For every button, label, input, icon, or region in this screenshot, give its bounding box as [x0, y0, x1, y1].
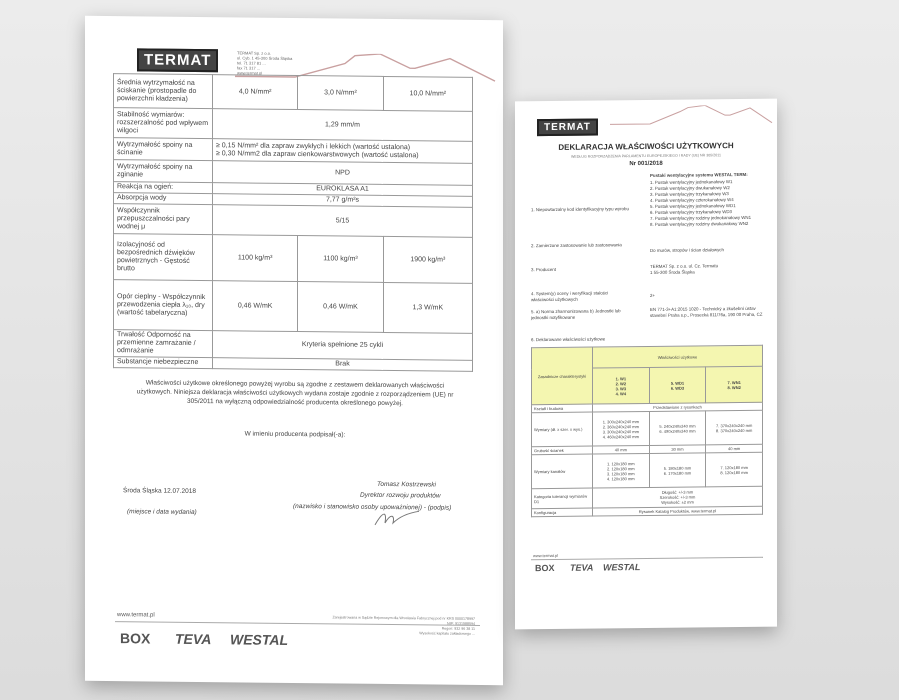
list-item: 1. Niepowtarzalny kod identyfikacyjny typu wyrobu: [531, 206, 629, 213]
signature-icon: [373, 507, 423, 530]
footer-divider: [531, 557, 763, 560]
properties-table: [531, 345, 763, 517]
declaration-page-right: [515, 99, 777, 630]
cell-value: 4,0 N/mm²: [213, 75, 298, 110]
place-date-caption: (miejsce i data wydania): [127, 508, 197, 516]
header-cell: Właściwości użytkowe: [593, 345, 763, 368]
cell-value: Rysunek Katalog Produktów, www.termat.pl: [593, 506, 763, 516]
declaration-paragraph: Właściwości użytkowe określonego powyżej wyrobu są zgodne z zestawem deklarowanych właściwości użytkowych. Niniejsza deklaracja właściwości użytkowych wydana zostaje zgodnie z rozporządzeniem (UE) nr 305/2011 na wyłączną odpowiedzialność producenta określonego powyżej.: [136, 379, 454, 408]
cell-value: 5/15: [213, 205, 473, 238]
row-label: Grubość ścianek: [532, 446, 593, 455]
table-row: [532, 345, 763, 368]
termat-logo: TERMAT: [137, 48, 218, 72]
cell-value: Brak: [213, 358, 473, 372]
on-behalf-text: W imieniu producenta podpisał(-a):: [244, 430, 346, 439]
cell-value: 1,3 W/mK: [383, 282, 472, 333]
cell-value: 1,29 mm/m: [213, 109, 473, 142]
row-label: Opór cieplny - Współczynnik przewodzenia ciepła λ₁₀, dry (wartość tabelaryczna): [114, 280, 213, 331]
cell-value: 1100 kg/m³: [213, 235, 298, 282]
cell-value: 40 mm: [706, 444, 763, 453]
cell-value: 5. 240x240x240 mm 6. 490x240x240 mm: [649, 411, 706, 446]
row-label: Reakcja na ogień:: [114, 182, 213, 194]
cell-value: 1900 kg/m³: [383, 236, 472, 283]
cell-value: Długość: +/-3 mm Szerokość: +/-3 mm Wysokość: ±2 mm: [593, 486, 763, 508]
company-address: TERMAT Sp. z o.o. ul. Cyb. 1 45-300 Środa Śląska tel. 71 317 81 ... fax 71 317 ... www.termat.pl: [237, 50, 293, 76]
table-row: [114, 74, 473, 112]
table-row: [114, 280, 473, 334]
item-value: Do murów, stropów i ścian działowych: [650, 247, 724, 253]
table-row: [532, 506, 763, 516]
signer-role: Dyrektor rozwoju produktów: [360, 491, 441, 500]
signer-name: Tomasz Kostrzewski: [377, 480, 436, 489]
item-value: TERMAT Sp. z o.o. ul. Cz. Termatu 1 55-300 Środa Śląska: [650, 263, 719, 275]
performance-table: [113, 73, 473, 372]
table-row: [114, 108, 473, 142]
row-label: Wytrzymałość spoiny na zginanie: [114, 160, 213, 183]
product-heading: Pustaki wentylacyjne systemu WESTAL TERM:: [650, 171, 748, 178]
row-label: Kategoria tolerancji wymiarów D1: [532, 488, 593, 509]
place-date: Środa Śląska 12.07.2018: [123, 487, 196, 495]
cell-value: EUROKLASA A1: [213, 183, 473, 197]
brand-box: BOX: [535, 562, 555, 574]
footer-note: Zarejestrowana w Sądzie Rejonowym dla Wrocławia Fabrycznej pod nr KRS 0000178997 NIP: 9131588594 Regon: 932 96 38 11 Wysokość kapitału zakładowego ...: [332, 615, 475, 636]
cell-value: 0,46 W/mK: [213, 281, 298, 332]
brand-teva: TEVA: [175, 630, 212, 648]
product-list: 1. Pustak wentylacyjny jednokanałowy W1 2. Pustak wentylacyjny dwukanałowy W2 3. Pustak wentylacyjny trzykanałowy W3 4. Pustak wentylacyjny czterokanałowy W4 5. Pustak wentylacyjny jednokanałowy WD1 6. Pustak wentylacyjny trzykanałowy WD3 7. Pustak wentylacyjny rodziny jednokanałowy WN1 8. Pustak wentylacyjny rodziny dwukanałowy WN2: [650, 179, 752, 227]
brand-teva: TEVA: [570, 562, 594, 573]
header-cell: 1. W1 2. W2 3. W3 4. W4: [593, 367, 650, 404]
table-row: [114, 234, 473, 284]
list-item: 6. Deklarowane właściwości użytkowe: [531, 336, 606, 343]
cell-value: ≥ 0,15 N/mm² dla zapraw zwykłych i lekkich (wartość ustalona) ≥ 0,30 N/mm2 dla zapraw cienkowarstwowych (wartość ustalona): [213, 139, 473, 164]
list-item: 4. System(y) oceny i weryfikacji stałości właściwości użytkowych: [531, 290, 609, 303]
item-value: 2+: [650, 292, 656, 298]
cell-value: 7. 120x180 mm 8. 120x180 mm: [706, 452, 763, 487]
row-label: Kształt i budowa: [532, 404, 593, 413]
row-label: Substancje niebezpieczne: [114, 357, 213, 369]
cell-value: 10,0 N/mm²: [383, 76, 472, 111]
brand-westal: WESTAL: [230, 631, 289, 648]
cell-value: 0,46 W/mK: [298, 282, 383, 333]
document-title: DEKLARACJA WŁAŚCIWOŚCI UŻYTKOWYCH: [558, 141, 734, 152]
footer-url: www.termat.pl: [117, 612, 155, 619]
cell-value: 30 mm: [649, 445, 706, 454]
row-label: Absorpcja wody: [114, 193, 213, 205]
table-row: [114, 330, 473, 361]
list-item: 2. Zamierzone zastosowanie lub zastosowania: [531, 242, 622, 249]
cell-value: 7,77 g/m²s: [213, 194, 473, 208]
cell-value: 3,0 N/mm²: [298, 76, 383, 111]
row-label: Współczynnik przepuszczalności pary wodnej μ: [114, 204, 213, 235]
document-number: Nr 001/2018: [629, 160, 663, 168]
signer-caption: (nazwisko i stanowisko osoby upoważnionej) - (podpis): [293, 502, 452, 512]
header-cell: Zasadnicze charakterystyki: [532, 347, 593, 405]
cell-value: NPD: [213, 161, 473, 186]
brand-box: BOX: [120, 630, 151, 647]
table-row: [532, 410, 763, 446]
row-label: Średnia wytrzymałość na ściskanie (prostopadle do powierzchni kładzenia): [114, 74, 213, 109]
table-row: [532, 486, 763, 508]
table-row: [532, 452, 763, 488]
list-item: 3. Producent: [531, 266, 556, 273]
cell-value: 1. 120x180 mm 2. 120x180 mm 3. 120x180 mm 4. 120x180 mm: [593, 453, 650, 488]
footer-url: www.termat.pl: [533, 552, 559, 559]
row-label: Izolacyjność od bezpośrednich dźwięków powietrznych - Gęstość brutto: [114, 234, 213, 281]
declaration-page-left: [85, 16, 503, 685]
cell-value: 1100 kg/m³: [298, 236, 383, 283]
cell-value: 5. 180x180 mm 6. 170x180 mm: [649, 453, 706, 488]
cell-value: 1. 300x240x240 mm 2. 360x240x240 mm 3. 300x240x240 mm 4. 460x240x240 mm: [593, 411, 650, 446]
row-label: Stabilność wymiarów: rozszerzalność pod wpływem wilgoci: [114, 108, 213, 139]
brand-westal: WESTAL: [603, 562, 641, 573]
header-cell: 5. WD1 6. WD3: [649, 367, 706, 404]
cell-value: 7. 370x240x240 mm 8. 370x240x240 mm: [706, 410, 763, 445]
row-label: Konfiguracja: [532, 508, 593, 517]
row-label: Wymiary (dł. x szer. x wys.): [532, 412, 593, 447]
cell-value: Kryteria spełnione 25 cykli: [213, 331, 473, 361]
row-label: Trwałość Odporność na przemienne zamrażanie / odmrażanie: [114, 330, 213, 358]
roof-outline-icon: [610, 105, 775, 131]
table-row: [114, 357, 473, 372]
row-label: Wytrzymałość spoiny na ścinanie: [114, 138, 213, 161]
document-subtitle: WEDŁUG ROZPORZĄDZENIA PARLAMENTU EUROPEJSKIEGO I RADY (UE) NR 305/2011: [571, 153, 721, 159]
list-item: 5. a) Norma zharmonizowana b) Jednostki lub jednostki notyfikowane: [531, 308, 621, 321]
termat-logo: TERMAT: [537, 119, 598, 137]
header-cell: 7. WN1 8. WN2: [706, 366, 763, 403]
item-value: EN 771-3+A1:2015 1020 - Technický a zkušební ústav stavební Praha s.p., Prosecká 811/76a, 190 00 Praha, CZ: [650, 305, 763, 318]
cell-value: Przedstawione z rysunkach: [593, 402, 763, 412]
row-label: Wymiary kanałów: [532, 454, 593, 489]
cell-value: 40 mm: [593, 445, 650, 454]
table-row: [114, 204, 473, 238]
